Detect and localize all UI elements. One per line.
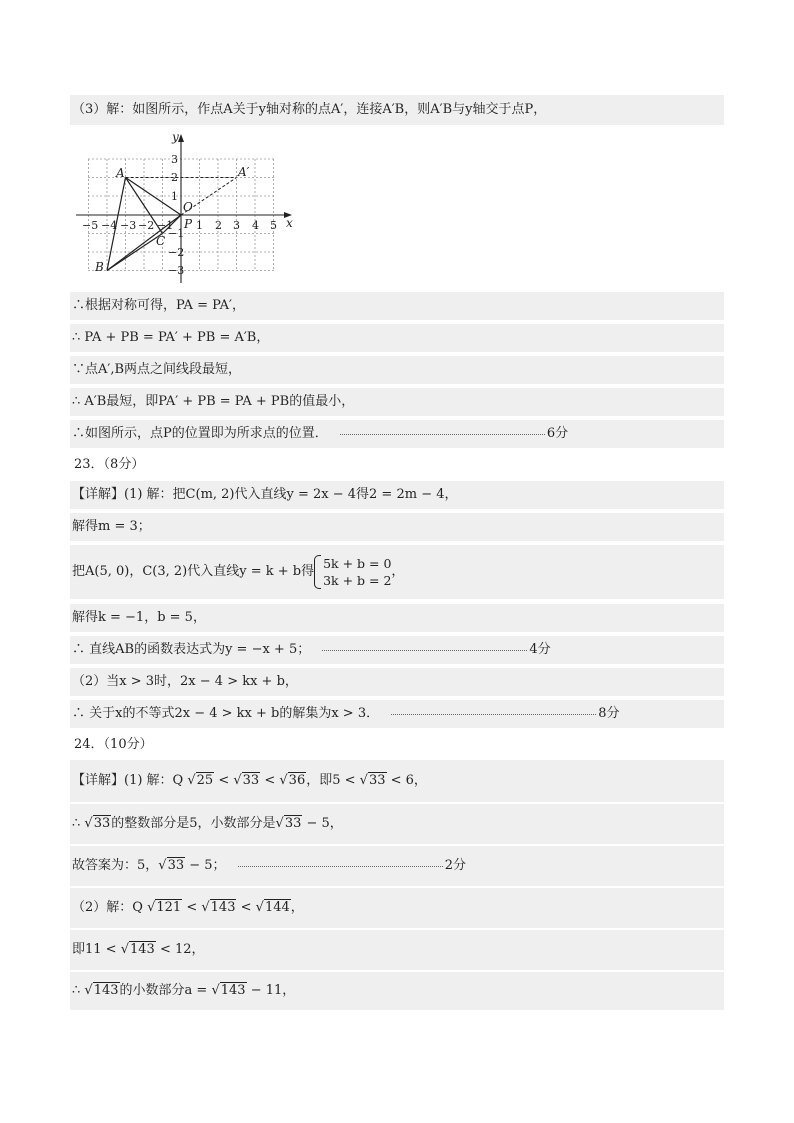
solution-line: 故答案为：5，√33 − 5； 2分 bbox=[70, 846, 724, 886]
text: 23．（8分） bbox=[74, 457, 145, 472]
solution-line bbox=[70, 545, 724, 599]
solution-line bbox=[70, 700, 724, 728]
point-labels bbox=[94, 131, 293, 274]
sqrt: √143 bbox=[84, 983, 119, 998]
x-tick: 1 bbox=[196, 219, 203, 232]
x-tick: 4 bbox=[252, 219, 259, 232]
text: ， bbox=[391, 564, 405, 579]
solution-line bbox=[70, 604, 724, 632]
text: （2）当x > 3时，2x − 4 > kx + b， bbox=[72, 674, 298, 689]
score: 2分 bbox=[444, 858, 466, 873]
solution-line: （2）解：Q √121 < √143 < √144， bbox=[70, 888, 724, 928]
text: ∴ bbox=[72, 816, 85, 831]
solution-line: ∴ √143的小数部分a = √143 − 11， bbox=[70, 972, 724, 1010]
text: ∵点A′,B两点之间线段最短， bbox=[72, 362, 242, 377]
y-tick: −3 bbox=[168, 264, 185, 277]
sqrt: √33 bbox=[359, 773, 386, 788]
solution-line bbox=[70, 420, 724, 448]
text: ∴ 直线AB的函数表达式为y = −x + 5； bbox=[72, 642, 311, 657]
text: 解得k = −1，b = 5， bbox=[72, 610, 206, 625]
question-heading bbox=[72, 732, 726, 758]
equation: 3k + b = 2 bbox=[323, 572, 392, 588]
text: ∴ A′B最短，即PA′ + PB = PA + PB的值最小， bbox=[72, 394, 355, 409]
sqrt: √33 bbox=[275, 816, 302, 831]
score: 4分 bbox=[529, 642, 551, 657]
sqrt: √144 bbox=[255, 900, 290, 915]
sqrt: √33 bbox=[158, 858, 185, 873]
x-tick: −5 bbox=[82, 219, 99, 232]
score: 6分 bbox=[546, 426, 569, 441]
solution-line bbox=[70, 668, 724, 696]
x-tick: −4 bbox=[101, 219, 118, 232]
point-B-label: B bbox=[95, 260, 104, 274]
solution-line bbox=[70, 481, 724, 509]
brace bbox=[314, 555, 321, 589]
x-tick: −2 bbox=[138, 219, 155, 232]
x-tick: 2 bbox=[215, 219, 222, 232]
sqrt: √121 bbox=[147, 900, 182, 915]
x-axis-label: x bbox=[286, 216, 293, 230]
solution-line: 即11 < √143 < 12， bbox=[70, 930, 724, 970]
text: （3）解：如图所示，作点A关于y轴对称的点A′，连接A′B，则A′B与y轴交于点P， bbox=[72, 102, 547, 117]
equation-system bbox=[314, 555, 391, 589]
solution-line: 【详解】(1) 解：Q √25 < √33 < √36，即5 < √33 < 6， bbox=[70, 760, 724, 802]
text: ∴ bbox=[72, 983, 85, 998]
text: 解得m = 3； bbox=[72, 519, 151, 534]
coordinate-plane bbox=[70, 131, 296, 286]
y-tick: −2 bbox=[168, 246, 185, 259]
text: （2）解：Q bbox=[72, 900, 148, 915]
y-tick: −1 bbox=[168, 227, 185, 240]
text: 【详解】(1) 解：Q bbox=[72, 773, 188, 788]
point-P-label: P bbox=[184, 217, 193, 231]
text: 故答案为：5， bbox=[72, 858, 159, 873]
sqrt: √33 bbox=[84, 816, 111, 831]
solution-line bbox=[70, 388, 724, 416]
segment-BC bbox=[107, 234, 166, 271]
text: 把A(5, 0)，C(3, 2)代入直线y = k + b得 bbox=[72, 564, 315, 579]
sqrt: √143 bbox=[211, 983, 246, 998]
solution-line bbox=[70, 636, 724, 664]
text: 即11 < bbox=[72, 942, 121, 957]
score-dots bbox=[391, 713, 596, 715]
text: ∴ PA + PB = PA′ + PB = A′B， bbox=[72, 330, 270, 345]
text: ∴如图所示，点P的位置即为所求点的位置． bbox=[72, 426, 328, 441]
point-A-label: A bbox=[116, 166, 125, 180]
sqrt: √143 bbox=[201, 900, 236, 915]
y-axis-label: y bbox=[172, 131, 179, 144]
sqrt: √33 bbox=[233, 773, 260, 788]
question-heading bbox=[72, 452, 726, 478]
equation: 5k + b = 0 bbox=[323, 555, 392, 571]
x-tick: 3 bbox=[233, 219, 240, 232]
sqrt: √143 bbox=[120, 942, 155, 957]
solution-line bbox=[70, 356, 724, 384]
x-tick: −3 bbox=[120, 219, 137, 232]
score-dots bbox=[340, 433, 545, 435]
solution-line bbox=[70, 292, 724, 320]
score-dots bbox=[238, 865, 443, 867]
text: 24．（10分） bbox=[74, 737, 153, 752]
coordinate-figure bbox=[70, 131, 296, 286]
y-tick: 3 bbox=[171, 153, 178, 166]
solution-line: ∴ √33的整数部分是5，小数部分是√33 − 5， bbox=[70, 804, 724, 844]
origin-label: O bbox=[183, 200, 193, 214]
y-tick: 1 bbox=[171, 190, 178, 203]
solution-line bbox=[70, 513, 724, 541]
score-dots bbox=[322, 649, 527, 651]
x-tick: −1 bbox=[157, 219, 174, 232]
y-tick: 2 bbox=[171, 171, 178, 184]
sqrt: √25 bbox=[187, 773, 214, 788]
text: ∴根据对称可得，PA = PA′， bbox=[72, 298, 245, 313]
x-tick: 5 bbox=[270, 219, 277, 232]
sqrt: √36 bbox=[279, 773, 306, 788]
score: 8分 bbox=[598, 706, 620, 721]
text: ∴ 关于x的不等式2x − 4 > kx + b的解集为x > 3． bbox=[72, 706, 380, 721]
solution-line bbox=[70, 324, 724, 352]
solution-line bbox=[70, 95, 724, 125]
point-A-prime-label: A′ bbox=[238, 165, 250, 179]
y-axis-arrow bbox=[178, 134, 184, 142]
text: 【详解】(1) 解：把C(m, 2)代入直线y = 2x − 4得2 = 2m − 4， bbox=[72, 487, 458, 502]
point-C-label: C bbox=[156, 234, 166, 248]
